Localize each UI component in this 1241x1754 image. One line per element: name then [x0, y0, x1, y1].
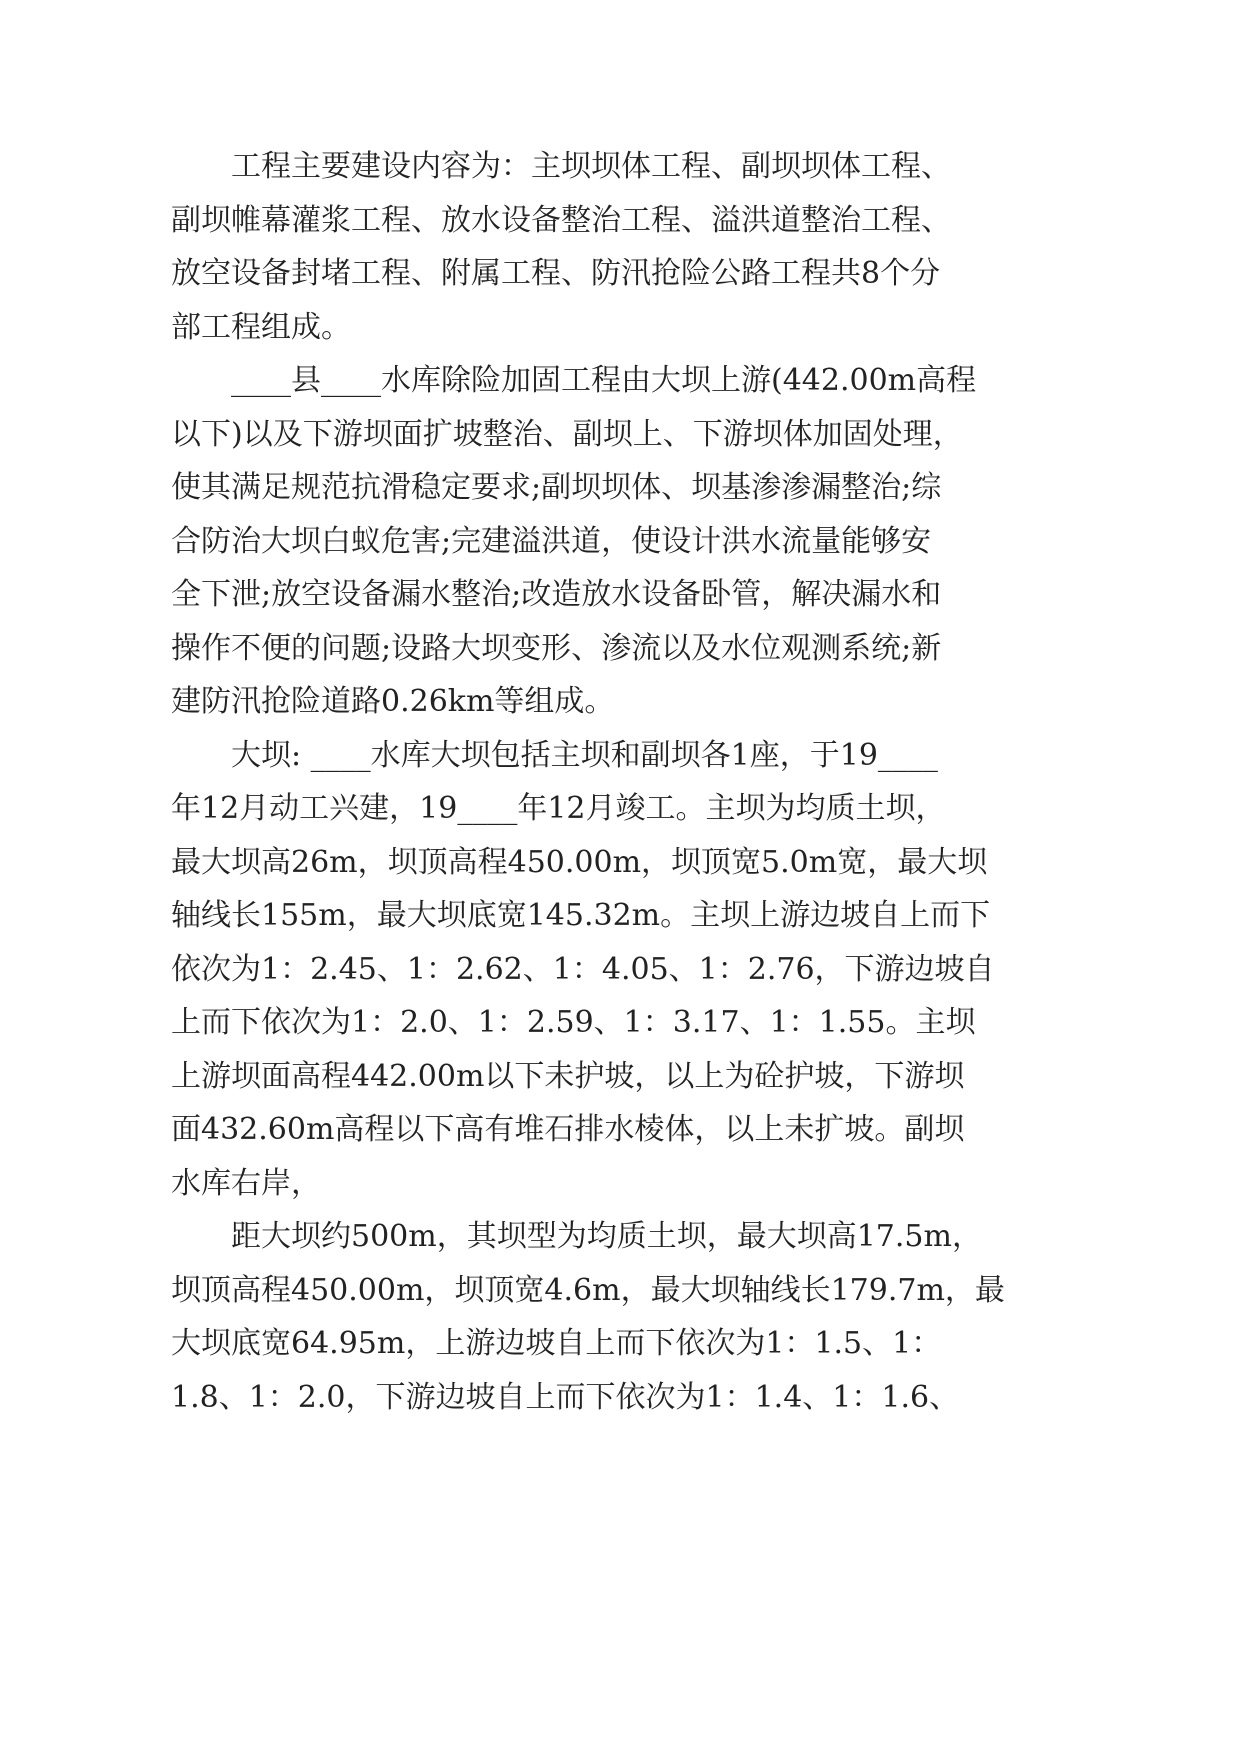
text-line: 放空设备封堵工程、附属工程、防汛抢险公路工程共8个分	[171, 256, 941, 291]
text-line: 面432.60m高程以下高有堆石排水棱体，以上未扩坡。副坝	[171, 1112, 965, 1147]
text-line: 最大坝高26m，坝顶高程450.00m，坝顶宽5.0m宽，最大坝	[171, 845, 988, 880]
text-line: 建防汛抢险道路0.26km等组成。	[171, 684, 615, 719]
text-line: 工程主要建设内容为：主坝坝体工程、副坝坝体工程、	[231, 149, 951, 184]
text-line: 1.8、1：2.0，下游边坡自上而下依次为1：1.4、1：1.6、	[171, 1380, 960, 1415]
text-line: 轴线长155m，最大坝底宽145.32m。主坝上游边坡自上而下	[171, 898, 991, 933]
text-line: 上而下依次为1：2.0、1：2.59、1：3.17、1：1.55。主坝	[171, 1005, 976, 1040]
text-line: 以下)以及下游坝面扩坡整治、副坝上、下游坝体加固处理，	[171, 417, 963, 452]
text-line: 大坝底宽64.95m，上游边坡自上而下依次为1：1.5、1：	[171, 1326, 942, 1361]
text-line: 依次为1：2.45、1：2.62、1：4.05、1：2.76，下游边坡自	[171, 952, 995, 987]
text-line: ____县____水库除险加固工程由大坝上游(442.00m高程	[231, 363, 977, 398]
text-line: 全下泄;放空设备漏水整治;改造放水设备卧管，解决漏水和	[171, 577, 942, 612]
text-line: 副坝帷幕灌浆工程、放水设备整治工程、溢洪道整治工程、	[171, 203, 951, 238]
text-line: 坝顶高程450.00m，坝顶宽4.6m，最大坝轴线长179.7m，最	[171, 1273, 1005, 1308]
text-line: 水库右岸，	[171, 1166, 321, 1201]
text-line: 上游坝面高程442.00m以下未护坡，以上为砼护坡，下游坝	[171, 1059, 965, 1094]
text-line: 部工程组成。	[171, 310, 351, 345]
text-line: 距大坝约500m，其坝型为均质土坝，最大坝高17.5m，	[231, 1219, 982, 1254]
text-line: 合防治大坝白蚁危害;完建溢洪道，使设计洪水流量能够安	[171, 524, 932, 559]
text-line: 大坝: ____水库大坝包括主坝和副坝各1座，于19____	[231, 738, 938, 773]
text-line: 使其满足规范抗滑稳定要求;副坝坝体、坝基渗渗漏整治;综	[171, 470, 942, 505]
text-line: 操作不便的问题;设路大坝变形、渗流以及水位观测系统;新	[171, 631, 942, 666]
text-line: 年12月动工兴建，19____年12月竣工。主坝为均质土坝，	[171, 791, 946, 826]
